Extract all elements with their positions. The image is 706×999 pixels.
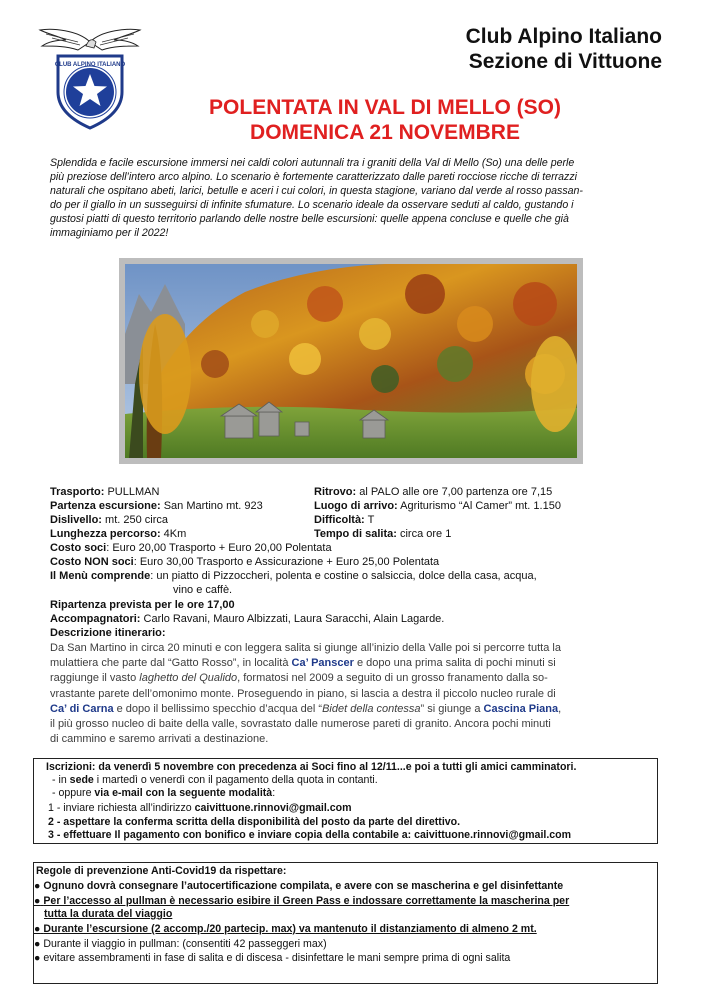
- covid-rule-2-cont: tutta la durata del viaggio: [44, 908, 173, 920]
- desc-line: mulattiera che parte dal “Gatto Rosso”, in località Ca’ Panscer e dopo una prima salita di pochi minuti si: [50, 657, 556, 670]
- autumn-valley-illustration: [125, 264, 577, 458]
- intro-line: naturali che ospitano abeti, larici, betulle e aceri i cui colori, in questa stagione, variano dal verde al rosso passan-: [50, 185, 583, 197]
- intro-line: immaginiamo per il 2022!: [50, 227, 169, 239]
- ripartenza-field: Ripartenza prevista per le ore 17,00: [50, 599, 235, 611]
- covid-rule-4: ● Durante il viaggio in pullman: (consentiti 42 passeggeri max): [34, 938, 327, 950]
- arrivo-field: Luogo di arrivo: Agriturismo “Al Camer” mt. 1.150: [314, 500, 561, 512]
- intro-paragraph: [50, 156, 655, 240]
- desc-line: Da San Martino in circa 20 minuti e con leggera salita si giunge all’inizio della Valle poi si percorre tutta la: [50, 642, 561, 654]
- intro-line: do per il giallo in un susseguirsi di infinite sfumature. Lo scenario ideale da osservare seduti al caldo, gustando i: [50, 199, 574, 211]
- ritrovo-field: Ritrovo: al PALO alle ore 7,00 partenza ore 7,15: [314, 486, 553, 498]
- covid-rule-1: ● Ognuno dovrà consegnare l’autocertificazione compilata, e avere con se mascherina e gel disinfettante: [34, 880, 564, 892]
- bullet-icon: ●: [34, 938, 41, 950]
- club-line2: Sezione di Vittuone: [468, 50, 662, 73]
- intro-line: Splendida e facile escursione immersi nei caldi colori autunnali tra i graniti della Val di Mello (So) una delle perle: [50, 157, 575, 169]
- title-line2: DOMENICA 21 NOVEMBRE: [250, 121, 520, 144]
- tempo-field: Tempo di salita: circa ore 1: [314, 528, 452, 540]
- intro-line: gustosi piatti di questo territorio parlando delle nostre belle escursioni: quelle appena concluse e quelle che già: [50, 213, 569, 225]
- accompagnatori-field: Accompagnatori: Carlo Ravani, Mauro Albizzati, Laura Saracchi, Alain Lagarde.: [50, 613, 445, 625]
- title-line1: POLENTATA IN VAL DI MELLO (SO): [209, 96, 561, 119]
- cai-logo: [38, 22, 142, 132]
- desc-line: vrastante parete dell’omonimo monte. Proseguendo in piano, si lascia a destra il piccolo nucleo rurale di: [50, 687, 556, 700]
- iscrizioni-email: - oppure via e-mail con la seguente modalità:: [52, 787, 276, 799]
- bullet-icon: ●: [34, 923, 41, 935]
- val-di-mello-photo: [119, 258, 583, 464]
- iscrizioni-step1: 1 - inviare richiesta all’indirizzo caivittuone.rinnovi@gmail.com: [48, 802, 352, 814]
- covid-rule-5: ● evitare assembramenti in fase di salita e di discesa - disinfettare le mani sempre prima di ogni salita: [34, 952, 511, 964]
- partenza-field: Partenza escursione: San Martino mt. 923: [50, 500, 263, 512]
- desc-line: il più grosso nucleo di baite della valle, sovrastato dalle numerose pareti di granito. Ancora pochi minuti: [50, 718, 551, 731]
- dislivello-field: Dislivello: mt. 250 circa: [50, 514, 168, 526]
- costo-soci-field: Costo soci: Euro 20,00 Trasporto + Euro 20,00 Polentata: [50, 542, 332, 554]
- costo-non-soci-field: Costo NON soci: Euro 30,00 Trasporto e Assicurazione + Euro 25,00 Polentata: [50, 556, 440, 568]
- desc-line: Ca’ di Carna e dopo il bellissimo specchio d’acqua del “Bidet della contessa” si giunge a Cascina Piana,: [50, 702, 562, 715]
- difficolta-field: Difficoltà: T: [314, 514, 375, 526]
- iscrizioni-sede: - in sede i martedì o venerdì con il pagamento della quota in contanti.: [52, 774, 378, 786]
- email-link[interactable]: caivittuone.rinnovi@gmail.com: [194, 802, 352, 814]
- menu-field-cont: vino e caffè.: [173, 584, 233, 596]
- bullet-icon: ●: [34, 880, 41, 892]
- event-title: [150, 95, 620, 145]
- iscrizioni-box: [33, 758, 658, 844]
- bullet-icon: ●: [34, 952, 41, 964]
- intro-line: più preziose dell’intero arco alpino. Lo scenario è fortemente caratterizzato dalle pareti rocciose ricche di terrazzi: [50, 171, 578, 183]
- iscrizioni-step2: 2 - aspettare la conferma scritta della disponibilità del posto da parte del direttivo.: [48, 816, 461, 828]
- itinerary-description: [50, 641, 655, 747]
- svg-text:CLUB ALPINO ITALIANO: CLUB ALPINO ITALIANO: [54, 62, 126, 68]
- club-line1: Club Alpino Italiano: [465, 25, 662, 48]
- menu-field: Il Menù comprende: un piatto di Pizzoccheri, polenta e costine o salsiccia, dolce della casa, acqua,: [50, 570, 537, 582]
- covid-rules-box: [33, 862, 658, 984]
- iscrizioni-headline: Iscrizioni: da venerdì 5 novembre con precedenza ai Soci fino al 12/11...e poi a tutti gli amici camminatori.: [46, 761, 577, 773]
- descrizione-label: Descrizione itinerario:: [50, 627, 166, 639]
- lunghezza-field: Lunghezza percorso: 4Km: [50, 528, 187, 540]
- club-name: [466, 24, 662, 74]
- covid-rule-2: ● Per l’accesso al pullman è necessario esibire il Green Pass e indossare correttamente la mascherina per: [34, 895, 570, 907]
- covid-title: Regole di prevenzione Anti-Covid19 da rispettare:: [36, 865, 287, 877]
- iscrizioni-step3: 3 - effettuare Il pagamento con bonifico e inviare copia della contabile a: caivittuone.rinnovi@gmail.com: [48, 829, 572, 841]
- desc-line: raggiunge il vasto laghetto del Qualido, formatosi nel 2009 a seguito di un grosso franamento dalla so-: [50, 672, 548, 685]
- trasporto-field: Trasporto: PULLMAN: [50, 486, 160, 498]
- desc-line: di cammino e saremo arrivati a destinazione.: [50, 733, 269, 746]
- bullet-icon: ●: [34, 895, 41, 907]
- covid-rule-3: ● Durante l’escursione (2 accomp./20 partecip. max) va mantenuto il distanziamento di almeno 2 mt.: [34, 923, 537, 935]
